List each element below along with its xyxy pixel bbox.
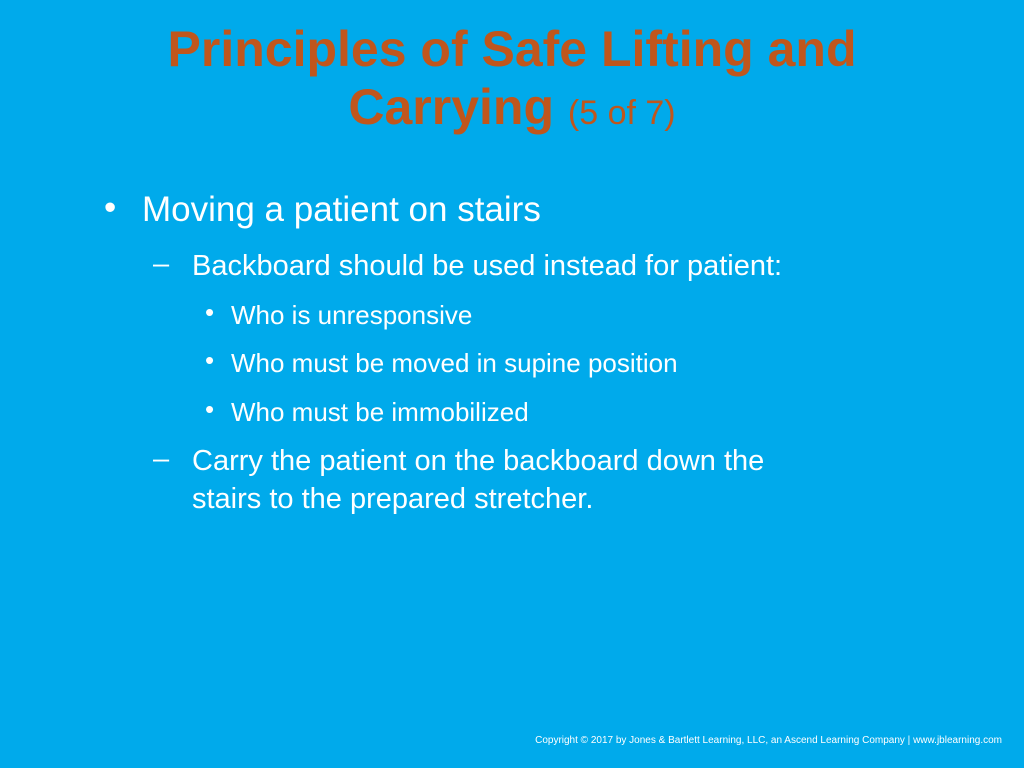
- title-line-2: [60, 78, 964, 142]
- sub-bullet-text: Backboard should be used instead for patient:: [192, 250, 783, 282]
- sub-sub-bullet-text: Who must be moved in supine position: [231, 348, 678, 378]
- sub-bullet-text-line-2: stairs to the prepared stretcher.: [192, 483, 594, 515]
- dash-marker: –: [153, 443, 170, 475]
- sub-sub-bullet-marker: •: [205, 345, 215, 375]
- title-page-indicator: (5 of 7): [567, 94, 676, 132]
- title-line-1: Principles of Safe Lifting and: [167, 21, 857, 77]
- sub-sub-bullet-marker: •: [205, 394, 215, 424]
- sub-bullet-text-line-1: Carry the patient on the backboard down the: [192, 445, 765, 477]
- slide-title: [60, 20, 964, 142]
- title-line-2-text: Carrying: [348, 79, 554, 135]
- sub-sub-bullet-marker: •: [205, 297, 215, 327]
- bullet-text: Moving a patient on stairs: [142, 190, 541, 229]
- copyright-footer: Copyright © 2017 by Jones & Bartlett Learning, LLC, an Ascend Learning Company | www.jblearning.com: [535, 735, 1002, 746]
- sub-sub-bullet-text: Who must be immobilized: [231, 397, 529, 427]
- sub-sub-bullet-text: Who is unresponsive: [231, 300, 473, 330]
- bullet-marker: •: [104, 188, 117, 227]
- dash-marker: –: [153, 248, 170, 280]
